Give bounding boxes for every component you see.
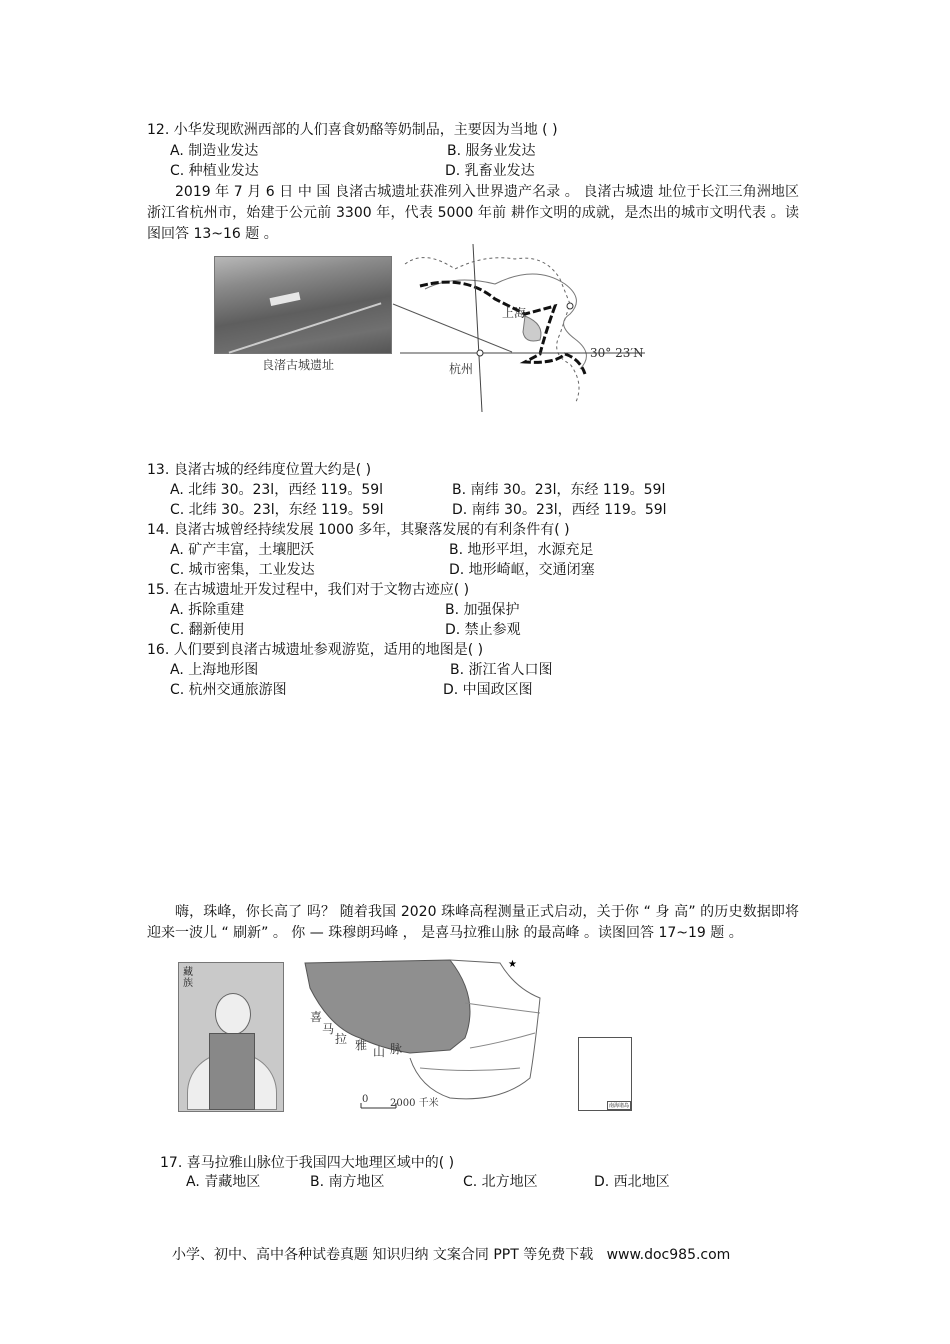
mountain-label-2: 马 (322, 1022, 335, 1036)
q16-option-c: C. 杭州交通旅游图 (170, 682, 287, 698)
q15-option-d: D. 禁止参观 (445, 622, 521, 638)
q12-option-b: B. 服务业发达 (447, 143, 536, 159)
q17-option-b: B. 南方地区 (310, 1174, 385, 1190)
liangzhu-site-photo (214, 256, 392, 354)
scale-bar-zero: 0 (362, 1094, 369, 1105)
q14-option-b: B. 地形平坦，水源充足 (449, 542, 594, 558)
scale-bar-value: 2000 千米 (390, 1098, 439, 1109)
inset-label: 南海诸岛 (608, 1103, 629, 1109)
capital-star-icon: ★ (508, 959, 517, 970)
photo-caption: 良渚古城遗址 (262, 358, 335, 372)
q17-option-d: D. 西北地区 (594, 1174, 670, 1190)
liangzhu-location-map (385, 244, 645, 412)
passage-everest: 嗨，珠峰，你长高了 吗？ 随着我国 2020 珠峰高程测量正式启动，关于你 “ 身 高” 的历史数据即将迎来一波儿 “ 刷新” 。 你 — 珠穆朗玛峰 ， 是喜马拉雅山脉 的最高峰 。读图回答 17~19 题 。 (147, 904, 799, 941)
map-label-hangzhou: 杭州 (449, 362, 474, 376)
question-12-stem: 12. 小华发现欧洲西部的人们喜食奶酪等奶制品，主要因为当地 ( ) (147, 122, 558, 138)
q16-option-d: D. 中国政区图 (443, 682, 533, 698)
tibetan-costume-illustration (178, 962, 284, 1112)
question-16-stem: 16. 人们要到良渚古城遗址参观游览，适用的地图是( ) (147, 642, 484, 658)
q15-option-a: A. 拆除重建 (170, 602, 245, 618)
mountain-label-3: 拉 (335, 1032, 348, 1046)
question-14-stem: 14. 良渚古城曾经持续发展 1000 多年，其聚落发展的有利条件有( ) (147, 522, 570, 538)
q16-option-b: B. 浙江省人口图 (450, 662, 553, 678)
q16-option-a: A. 上海地形图 (170, 662, 259, 678)
q17-option-a: A. 青藏地区 (186, 1174, 261, 1190)
question-15-stem: 15. 在古城遗址开发过程中，我们对于文物古迹应( ) (147, 582, 470, 598)
q14-option-a: A. 矿产丰富，土壤肥沃 (170, 542, 315, 558)
costume-label: 藏族 (183, 967, 193, 989)
q13-option-a: A. 北纬 30。23l，西经 119。59l (170, 482, 384, 498)
q14-option-d: D. 地形崎岖，交通闭塞 (449, 562, 595, 578)
footer-promo-text: 小学、初中、高中各种试卷真题 知识归纳 文案合同 PPT 等免费下载 www.doc985.com (172, 1247, 731, 1263)
q15-option-c: C. 翻新使用 (170, 622, 245, 638)
south-china-sea-inset (578, 1037, 632, 1111)
map-label-shanghai: 上海 (502, 306, 527, 320)
q13-option-c: C. 北纬 30。23l，东经 119。59l (170, 502, 384, 518)
q13-option-b: B. 南纬 30。23l，东经 119。59l (452, 482, 666, 498)
q13-option-d: D. 南纬 30。23l，西经 119。59l (452, 502, 667, 518)
q12-option-c: C. 种植业发达 (170, 163, 259, 179)
q15-option-b: B. 加强保护 (445, 602, 520, 618)
q14-option-c: C. 城市密集，工业发达 (170, 562, 315, 578)
passage-liangzhu: 2019 年 7 月 6 日 中 国 良渚古城遗址获准列入世界遗产名录 。 良渚古城遗 址位于长江三角洲地区浙江省杭州市，始建于公元前 3300 年，代表 5000 年前 耕作文明的成就，是杰出的城市文明代表 。读图回答 13~16 题 。 (147, 184, 799, 242)
mountain-label-5: 山 (373, 1045, 386, 1059)
q17-option-c: C. 北方地区 (463, 1174, 538, 1190)
question-13-stem: 13. 良渚古城的经纬度位置大约是( ) (147, 462, 372, 478)
q12-option-d: D. 乳畜业发达 (445, 163, 535, 179)
mountain-label-4: 雅 (355, 1038, 368, 1052)
map-label-latitude: 30° 23′N (590, 346, 644, 360)
mountain-label-6: 脉 (390, 1042, 403, 1056)
question-17-stem: 17. 喜马拉雅山脉位于我国四大地理区域中的( ) (160, 1155, 455, 1171)
q12-option-a: A. 制造业发达 (170, 143, 259, 159)
mountain-label-1: 喜 (310, 1010, 323, 1024)
